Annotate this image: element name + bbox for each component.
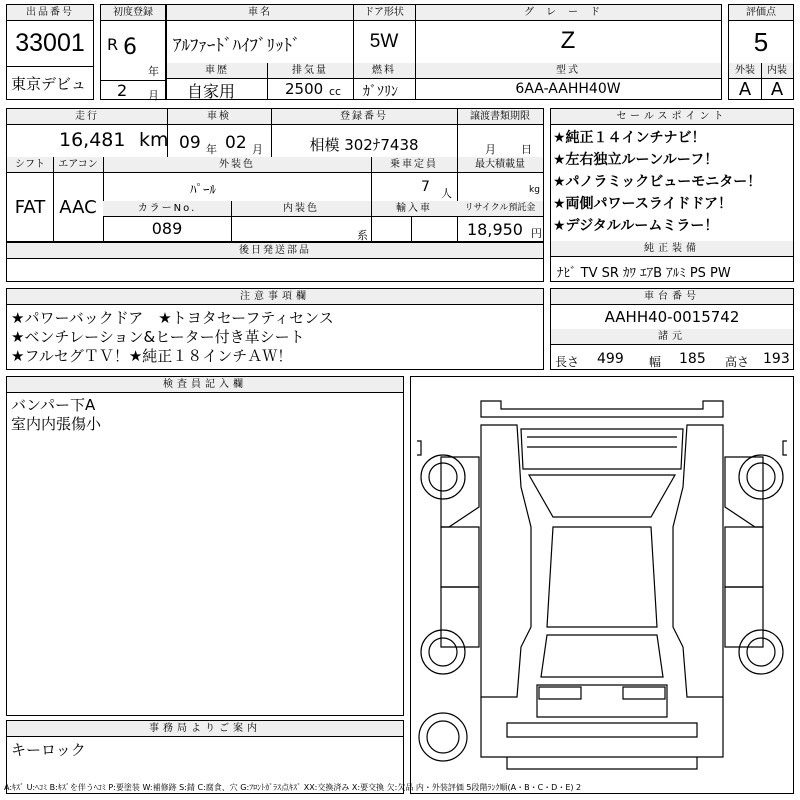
recycle-header: リサイクル預託金 xyxy=(457,201,543,217)
car-info-block xyxy=(166,4,722,100)
venue-cell xyxy=(6,66,94,100)
yen-unit: 円 xyxy=(531,227,542,240)
first-registration-header: 初度登録 xyxy=(101,5,165,21)
registration-number: 相模 302ﾅ7438 xyxy=(309,136,419,154)
kei-unit: 系 xyxy=(357,229,368,242)
person-unit: 人 xyxy=(441,187,452,200)
score-cell xyxy=(728,4,794,100)
genuine-equipment: ﾅﾋﾞ TV SR ｶﾜ ｴｱB ｱﾙﾐ PS PW xyxy=(557,266,731,281)
exterior-color: ﾊﾟｰﾙ xyxy=(190,183,216,198)
caution-header: 注意事項欄 xyxy=(7,289,543,305)
dimensions-header: 諸元 xyxy=(551,329,793,345)
displacement: 2500 xyxy=(285,80,324,98)
chassis-header: 車台番号 xyxy=(551,289,793,305)
mileage: 16,481 xyxy=(59,129,126,151)
length-label: 長さ xyxy=(555,355,580,369)
inspector-notes xyxy=(11,396,101,434)
listing-number-header: 出品番号 xyxy=(7,5,93,21)
year-unit: 年 xyxy=(148,65,159,78)
car-name-header: 車名 xyxy=(167,5,353,21)
office-header: 事務局よりご案内 xyxy=(7,721,403,737)
sales-point-item: ★両側パワースライドドア！ xyxy=(553,196,733,212)
fuel: ｶﾞｿﾘﾝ xyxy=(363,84,398,100)
km-unit: km xyxy=(139,129,169,151)
displacement-header: 排気量 xyxy=(267,63,353,79)
car-diagram-box xyxy=(410,376,794,794)
inspection-header: 車検 xyxy=(167,109,271,125)
reg-no-header: 登録番号 xyxy=(271,109,457,125)
max-load-header: 最大積載量 xyxy=(457,157,543,173)
legend-text: A:ｷｽﾞ U:ﾍｺﾐ B:ｷｽﾞを伴うﾍｺﾐ P:要塗装 W:補修跡 S:錆 C:腐食、穴 G:ﾌﾛﾝﾄｶﾞﾗｽ点ｷｽﾞ XX:交換済み X:要交換 欠:欠品 内・外装評価 5段階ﾗﾝｸ順(A・B・C・D・E) 2 xyxy=(4,783,582,792)
capacity-header: 乗車定員 xyxy=(371,157,457,173)
later-parts-cell xyxy=(6,242,544,282)
overall-score: 5 xyxy=(753,27,769,57)
era: R xyxy=(107,35,119,54)
first-registration-cell xyxy=(100,4,166,100)
shift-type: FAT xyxy=(14,197,46,218)
sales-points-box xyxy=(550,108,794,282)
chassis-box xyxy=(550,288,794,370)
sales-points-list xyxy=(553,127,761,237)
inspector-header: 検査員記入欄 xyxy=(7,377,403,393)
deadline-header: 譲渡書類期限 xyxy=(457,109,543,125)
kg-unit: kg xyxy=(529,185,540,195)
capacity: 7 xyxy=(421,179,430,195)
grade: Z xyxy=(560,27,576,54)
fuel-header: 燃料 xyxy=(353,63,415,79)
width-value: 185 xyxy=(679,351,706,367)
car-name: ｱﾙﾌｧｰﾄﾞﾊｲﾌﾞﾘｯﾄﾞ xyxy=(173,36,301,56)
inspection-year-unit: 年 xyxy=(206,143,217,156)
grade-header: グレード xyxy=(415,5,721,21)
caution-note-item: ★パワーバックドア ★トヨタセーフティセンス xyxy=(11,309,334,327)
recycle-fee: 18,950 xyxy=(467,220,523,239)
history-header: 車歴 xyxy=(167,63,267,79)
venue-name: 東京デビュ xyxy=(11,75,87,93)
inspector-box xyxy=(6,376,404,716)
model-code: 6AA-AAHH40W xyxy=(515,81,621,97)
inspector-note-item: 室内内張傷小 xyxy=(11,415,102,433)
length-value: 499 xyxy=(597,351,624,367)
inspector-note-item: バンパー下A xyxy=(11,396,96,414)
genuine-equip-header: 純正装備 xyxy=(551,241,793,257)
score-header: 評価点 xyxy=(729,5,793,21)
deadline-month: 月 xyxy=(485,143,496,156)
car-damage-diagram xyxy=(411,377,793,793)
month-unit: 月 xyxy=(148,89,159,102)
listing-number-cell xyxy=(6,4,94,67)
height-value: 193 xyxy=(763,351,790,367)
exterior-grade: A xyxy=(738,79,752,100)
chassis-number: AAHH40-0015742 xyxy=(604,308,740,326)
caution-box xyxy=(6,288,544,370)
inspection-month: 02 xyxy=(225,133,247,153)
car-history: 自家用 xyxy=(187,82,236,101)
door-type: 5W xyxy=(369,31,399,52)
caution-notes xyxy=(11,309,334,366)
sales-point-item: ★左右独立ルーンルーフ！ xyxy=(553,152,719,168)
door-header: ドア形状 xyxy=(353,5,415,21)
cc-unit: cc xyxy=(329,85,342,98)
reg-year: 6 xyxy=(123,35,137,60)
inspection-year: 09 xyxy=(179,133,201,153)
caution-note-item: ★フルセグＴＶ！★純正１８インチＡＷ！ xyxy=(11,347,293,365)
ext-color-header: 外装色 xyxy=(103,157,371,173)
shift-header: シフト xyxy=(7,157,53,173)
sales-point-item: ★デジタルルームミラー！ xyxy=(553,218,719,234)
vehicle-details-block xyxy=(6,108,544,242)
color-no-header: カラーNo. xyxy=(103,201,231,217)
sales-point-item: ★パノラミックビューモニター！ xyxy=(553,174,762,190)
int-color-header: 内装色 xyxy=(231,201,371,217)
exterior-header: 外装 xyxy=(729,63,761,79)
office-note: キーロック xyxy=(11,741,86,759)
deadline-day: 日 xyxy=(521,143,532,156)
reg-month: 2 xyxy=(117,81,128,100)
aircon-header: エアコン xyxy=(53,157,103,173)
caution-note-item: ★ベンチレーション&ヒーター付き革シート xyxy=(11,328,305,346)
model-header: 型式 xyxy=(415,63,721,79)
interior-grade: A xyxy=(770,79,784,100)
listing-number: 33001 xyxy=(15,29,85,57)
sales-points-header: セールスポイント xyxy=(551,109,793,125)
color-number: 089 xyxy=(151,219,183,238)
width-label: 幅 xyxy=(649,355,662,369)
import-header: 輸入車 xyxy=(371,201,457,217)
mileage-header: 走行 xyxy=(7,109,167,125)
sales-point-item: ★純正１４インチナビ！ xyxy=(553,130,706,146)
inspection-month-unit: 月 xyxy=(252,143,263,156)
interior-header: 内装 xyxy=(761,63,793,79)
height-label: 高さ xyxy=(725,355,750,369)
aircon-type: AAC xyxy=(59,197,97,218)
later-parts-header: 後日発送部品 xyxy=(7,243,543,259)
